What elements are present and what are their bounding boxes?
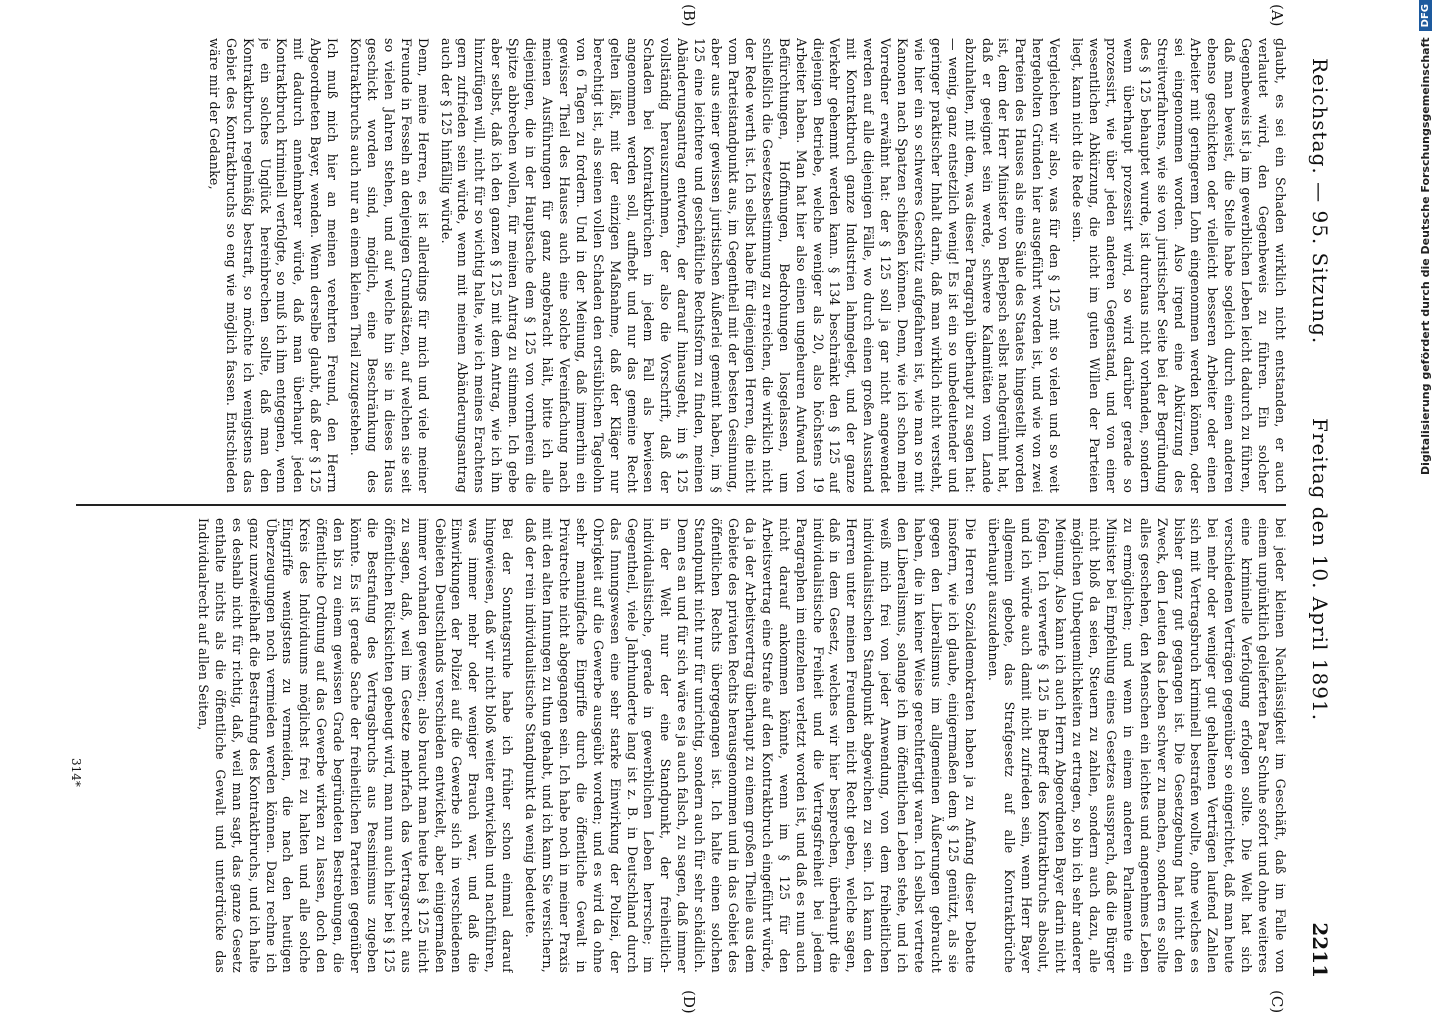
margin-marker-a: (A) [1268, 4, 1286, 27]
margin-marker-d: (D) [680, 990, 698, 1014]
paragraph: bei jeder kleinen Nachlässigkeit im Geschäft, daß im Falle von einem unpünktlich gelieferten Paar Schuhe sofort und ohne weiteres eine kriminelle Verfolgung erfolgen sollte. Die Welt hat sich verschiedenen Verträgen gegenüber so eingerichtet, daß man heute bei mehr oder weniger gut gehaltenen Verträgen laufend Zahlen sich mit Vertragsbruch kriminell bestrafen wollte, ohne welches es bisher ganz gut gegangen ist. Die Gesetzgebung hat nicht den Zweck, den Leuten das Leben schwer zu machen, sondern es sollte alles geschehen, den Menschen ein leichtes und angenehmes Leben zu ermöglichen; und wenn in einem anderen Parlamente ein Minister bei Empfehlung eines Gesetzes aussprach, daß die Bürger nicht bloß da seien, Steuern zu zahlen, sondern auch dazu, alle möglichen Unbequemlichkeiten zu ertragen, so bin ich sehr anderer Meinung. Also kann ich auch Herrn Abgeordneten Bayer darin nicht folgen. Ich verwerfe § 125 in Betreff des Kontraktbruchs absolut, und ich würde auch damit nicht zufrieden sein, wenn Herr Bayer allgemein gebote, das Strafgesetz auf alle Kontraktbrüche überhaupt auszudehnen. [985, 518, 1288, 973]
header-session: Reichstag. — 95. Sitzung. [1308, 58, 1332, 345]
dfg-logo-icon: DFG [1419, 0, 1432, 31]
paragraph: Vergleichen wir also, was für den § 125 mit so vielen und so weit hergeholten Gründen hier ausgeführt worden ist, und wie von zwei Parteien des Hauses als eine Säule des Staates hingestellt worden ist, dem der Herr Minister von Berlepsch selbst nachgerühmt hat, daß er geeignet sein werde, schwere Kalamitäten vom Lande abzuhalten, mit dem, was dieser Paragraph überhaupt zu sagen hat: — wenig, ganz entsetzlich wenig! Es ist ein so unbedeutender und geringer praktischer Inhalt darin, daß man wirklich nicht versteht, wie hier ein so schweres Geschütz aufgefahren ist, wie man so mit Kanonen nach Spatzen schießen können. Denn, wie ich schon mein Vorredner erwähnt hat: der § 125 soll ja gar nicht angewendet werden auf alle diejenigen Fälle, wo durch einen großen Ausstand mit Kontraktbruch ganze Industrien lahmgelegt, und der ganze Verkehr gehemmt werden kann. § 134 beschränkt den § 125 auf diejenigen Betriebe, welche weniger als 20, also höchstens 19 Arbeiter haben. Man hat hier also einen ungeheuren Aufwand von Befürchtungen, Hoffnungen, Bedrohungen losgelassen, um schließlich die Gesetzesbestimmung zu erreichen, die wirklich nicht der Rede werth ist. Ich selbst habe für diejenigen Herren, die nicht vom Parteistandpunkt aus, im Gegentheil mit der besten Gesinnung, aber aus einer gewissen juristischen Äußerlei gemeint haben, im § 125 eine leichtere und geschäftliche Rechtsform zu finden, meinen Abänderungsantrag entworfen, der darauf hinausgeht, im § 125 vollständig herauszunehmen, der also die Vorschrift, daß der Schaden bei Kontraktbrüchen in jedem Fall als bewiesen angenommen werden soll, aufhebt und nur das gemeine Recht gelten läßt, mit der einzigen Maßnahme, daß der Kläger nur berechtigt ist, als seinen vollen Schaden den ortsüblichen Tagelohn von 6 Tagen zu fordern. Und in der Meinung, daß immerhin ein gewisser Theil des Hauses auch eine solche Vereinfachung nach meinen Ausführungen für ganz angebracht hält, bitte ich alle diejenigen, die in der Hauptsache dem § 125 von vornherein die Spitze abbrechen wollen, für meinen Antrag zu stimmen. Ich gebe aber selbst, daß ich den ganzen § 125 mit dem Antrag, wie ich ihn hinzufügen will, nicht für so wichtig halte, wie ich meines Erachtens gern zufrieden sein würde, wenn mit meinem Abänderungsantrag auch der § 125 hinfällig würde. [438, 38, 1063, 493]
paragraph: Bei der Sonntagsruhe habe ich früher schon einmal darauf hingewiesen, daß wir nicht bloß weiter entwickeln und nachführen, was immer mehr oder weniger Brauch war, und daß die Einwirkungen der Polizei auf die Gewerbe sich in verschiedenen Gebieten Deutschlands verschieden entwickelt, aber einigermaßen immer vorhanden gewesen; also braucht man heute bei § 125 nicht zu sagen, daß, weil im Gesetze mehrfach das Vertragsrecht aus öffentlichen Rücksichten gebeugt wird, man nun auch hier bei § 125 die Bestrafung des Vertragsbruchs aus Pessimismus zugeben könnte. Es ist gerade Sache der freiheitlichen Parteien gegenüber den bis zu einem gewissen Grade begründeten Bestrebungen, die öffentliche Ordnung auf das Gewerbe wirken zu lassen, doch den Kreis des Individuums möglichst frei zu halten und alle solche Eingriffe wenigstens zu vermeiden, die nach den heutigen Überzeugungen noch vermieden werden können. Dazu rechne ich ganz unzweifelhaft die Bestrafung des Kontraktbruchs, und ich halte es deshalb nicht für richtig, daß, weil man sagt, das ganze Gesetz enthalte nichts als die öffentliche Gewalt und unterdrücke das Individualrecht auf allen Seiten, [195, 518, 516, 973]
paragraph: Die Herren Sozialdemokraten haben ja zu Anfang dieser Debatte insofern, wie ich glaube, einigermaßen dem § 125 genützt, als sie gegen den Liberalismus im allgemeinen Äußerungen gebraucht haben, die in keiner Weise gerechtfertigt waren. Ich selbst vertrete den Liberalismus, solange ich im öffentlichen Leben stehe, und ich weiß mich frei von jeder Anwendung, von dem freiheitlichen individualistischen Standpunkt abgewichen zu sein. Ich kann den Herren unter meinen Freunden nicht Recht geben, welche sagen, daß in dem Gesetz, welches wir hier besprechen, überhaupt die individualistische Freiheit und die Vertragsfreiheit bei jedem Paragraphen im einzelnen verletzt worden ist, und daß es nun auch nicht darauf ankommen könnte, wenn im § 125 für den Arbeitsvertrag eine Strafe auf den Kontraktbruch eingeführt würde, da ja der Arbeitsvertrag überhaupt zu einem großen Theile aus dem Gebiete des privaten Rechts herausgenommen und in das Gebiet des öffentlichen Rechts übergegangen ist. Ich halte einen solchen Standpunkt nicht nur für unrichtig, sondern auch für sehr schädlich. Denn es an und für sich wäre es ja auch falsch, zu sagen, daß immer in der Welt nur der eine Standpunkt, der freiheitlich-individualistische, gerade in gewerblichen Leben herrsche; im Gegentheil, viele Jahrhunderte lang ist z. B. in Deutschland durch das Innungswesen eine sehr starke Einwirkung der Polizei, der Obrigkeit auf die Gewerbe ausgeübt worden; und es wird da ohne sehr mannigfache Eingriffe durch die öffentliche Gewalt in Privatrechte nicht abgegangen sein. Ich habe noch in meiner Praxis mit den alten Innungen zu thun gehabt, und ich kann Sie versichern, daß der rein individualistische Standpunkt da wenig bedeutete. [523, 518, 978, 973]
column-divider [76, 504, 1286, 506]
header-page-number: 2211 [1308, 922, 1332, 978]
margin-marker-c: (C) [1268, 990, 1286, 1014]
document-page [68, 4, 1338, 1014]
left-column [68, 38, 1288, 493]
sheet-code: 314* [69, 758, 83, 787]
paragraph: Ich muß mich hier an meinen verehrten Freund, den Herrn Abgeordneten Bayer, wenden. Wenn derselbe glaubt, daß der § 125 mit dadurch annehmbarer würde, daß man überhaupt jeden Kontraktbruch kriminell verfolgte, so muß ich ihm entgegnen, wenn je ein solches Unglück hereinbrechen sollte, daß man den Kontraktbruch regelmäßig bestraft, so möchte ich wenigstens das Gebiet des Kontraktbruchs so eng wie möglich fassen. Entschieden wäre mir der Gedanke, [206, 38, 341, 493]
dfg-credit-text: Digitalisierung gefördert durch die Deutsche Forschungsgemeinschaft [1418, 37, 1432, 476]
paragraph: Denn, meine Herren, es ist allerdings für mich und viele meiner Freunde in Fesseln an denjenigen Grundsätzen, auf welchen sie seit so vielen Jahren stehen, und auf welche hin sie in dieses Haus geschickt worden sind, möglich, eine Beschränkung des Kontraktbruchs auch nur an einem kleinen Theil zuzugestehen. [348, 38, 431, 493]
paragraph: glaubt, es sei ein Schaden wirklich nicht entstanden, er auch verlautet wird, den Gegenbeweis zu führen. Ein solcher Gegenbeweis ist ja im gewerblichen Leben leicht dadurch zu führen, daß man beweist, die Stelle habe sogleich durch einen anderen ebenso geschickten oder vielleicht besseren Arbeiter oder einen Arbeiter mit geringerem Lohn eingenommen werden können, oder sei eingenommen worden. Also irgend eine Abkürzung des Streitverfahrens, wie sie von juristischer Seite bei der Begründung des § 125 behauptet wurde, ist durchaus nicht vorhanden, sondern wenn überhaupt prozessirt wird, so wird darüber gerade so prozessirt, wie über jeden anderen Gegenstand, und von einer wesentlichen Abkürzung, die nicht im guten Willen der Parteien liegt, kann nicht die Rede sein. [1070, 38, 1288, 493]
page-header [1298, 38, 1338, 988]
margin-marker-b: (B) [680, 4, 698, 27]
header-date: Freitag den 10. April 1891. [1308, 418, 1332, 722]
right-column [68, 518, 1288, 973]
digitization-credit [1380, 0, 1432, 1000]
